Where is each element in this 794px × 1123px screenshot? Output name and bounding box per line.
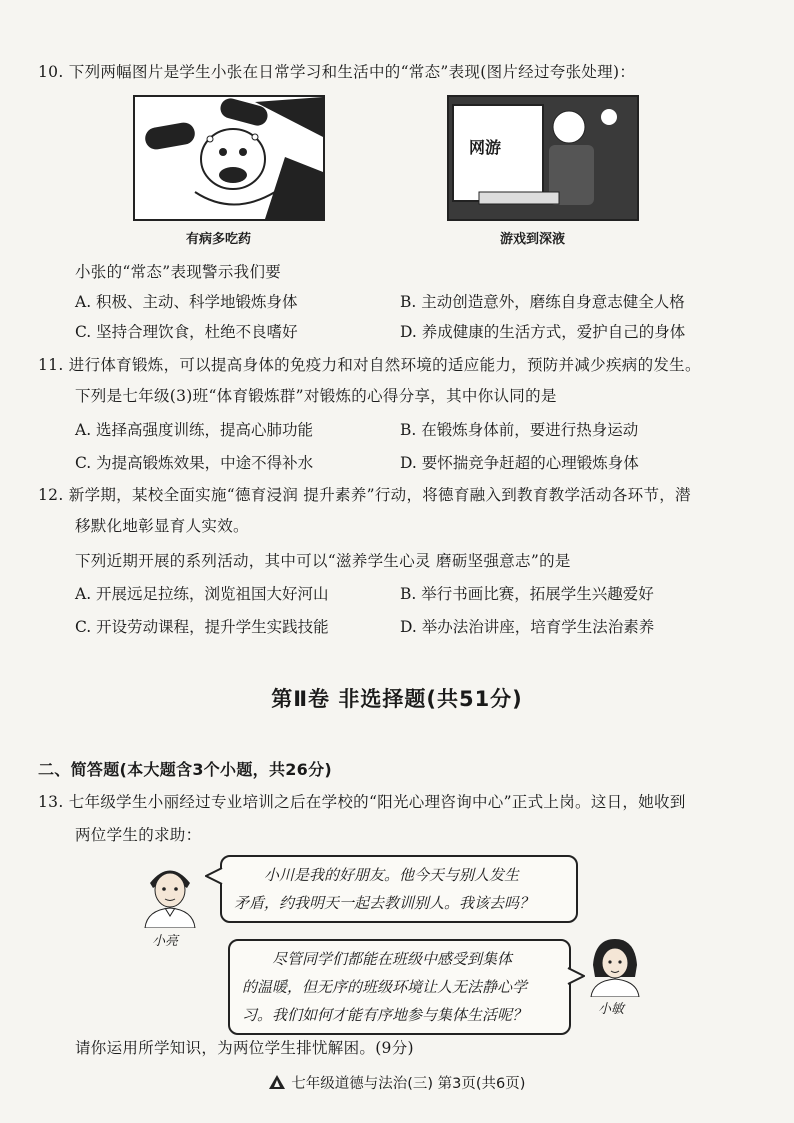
q10-stem: 10. 下列两幅图片是学生小张在日常学习和生活中的“常态”表现(图片经过夸张处理)： (38, 63, 636, 81)
speech-bubble-2 (228, 939, 571, 1035)
bubble2-tail (567, 966, 585, 986)
caption-left: 有病多吃药 (186, 232, 252, 247)
q13-task: 请你运用所学知识，为两位学生排忧解困。(9分) (75, 1039, 414, 1057)
cartoon-medicine-image (133, 95, 325, 221)
bubble1-line2: 矛盾，约我明天一起去教训别人。我该去吗？ (234, 894, 535, 912)
q10-option-b: B. 主动创造意外，磨练自身意志健全人格 (400, 293, 685, 311)
q12-sub: 下列近期开展的系列活动，其中可以“滋养学生心灵 磨砺坚强意志”的是 (75, 552, 571, 570)
bubble2-line2: 的温暖，但无序的班级环境让人无法静心学 (242, 978, 528, 996)
bubble2-line3: 习。我们如何才能有序地参与集体生活呢？ (242, 1006, 528, 1024)
q12-stem-line1: 12. 新学期，某校全面实施“德育浸润 提升素养”行动，将德育融入到教育教学活动各环节，潜 (38, 486, 691, 504)
girl-avatar (585, 935, 645, 997)
caption-right: 游戏到深液 (500, 232, 566, 247)
q10-option-d: D. 养成健康的生活方式，爱护自己的身体 (400, 323, 686, 341)
q12-option-a: A. 开展远足拉练，浏览祖国大好河山 (75, 585, 329, 603)
q11-sub: 下列是七年级(3)班“体育锻炼群”对锻炼的心得分享，其中你认同的是 (75, 387, 557, 405)
q11-option-c: C. 为提高锻炼效果，中途不得补水 (75, 454, 314, 472)
q12-stem-line2: 移默化地彰显育人实效。 (75, 517, 249, 535)
q12-option-c: C. 开设劳动课程，提升学生实践技能 (75, 618, 329, 636)
cartoon-gaming-image (447, 95, 639, 221)
q10-option-a: A. 积极、主动、科学地锻炼身体 (75, 293, 298, 311)
speech-bubble-1 (220, 855, 578, 923)
q13-stem-line2: 两位学生的求助： (75, 826, 202, 844)
q10-option-c: C. 坚持合理饮食，杜绝不良嗜好 (75, 323, 298, 341)
section-title: 第Ⅱ卷 非选择题(共51分) (271, 687, 523, 711)
bubble1-tail (205, 866, 223, 886)
q12-option-d: D. 举办法治讲座，培育学生法治素养 (400, 618, 655, 636)
q11-option-b: B. 在锻炼身体前，要进行热身运动 (400, 421, 639, 439)
q12-option-b: B. 举行书画比赛，拓展学生兴趣爱好 (400, 585, 654, 603)
q11-option-d: D. 要怀揣竞争赶超的心理锻炼身体 (400, 454, 639, 472)
q11-stem: 11. 进行体育锻炼，可以提高身体的免疫力和对自然环境的适应能力，预防并减少疾病的发生。 (38, 356, 701, 374)
footer-text: 七年级道德与法治(三) 第3页(共6页) (291, 1076, 526, 1092)
q11-option-a: A. 选择高强度训练，提高心肺功能 (75, 421, 314, 439)
bubble2-line1: 尽管同学们都能在班级中感受到集体 (272, 950, 513, 968)
boy-avatar (135, 858, 205, 928)
q13-stem-line1: 13. 七年级学生小丽经过专业培训之后在学校的“阳光心理咨询中心”正式上岗。这日，她收到 (38, 793, 686, 811)
page-footer (0, 1072, 794, 1093)
part2-heading: 二、简答题(本大题含3个小题，共26分) (38, 760, 333, 779)
footer-logo-icon (269, 1075, 285, 1093)
screen-text: 网游 (469, 138, 502, 157)
q10-sub: 小张的“常态”表现警示我们要 (75, 263, 282, 281)
bubble1-line1: 小川是我的好朋友。他今天与别人发生 (264, 866, 520, 884)
speaker2-name: 小敏 (598, 1002, 625, 1017)
speaker1-name: 小亮 (152, 934, 179, 949)
